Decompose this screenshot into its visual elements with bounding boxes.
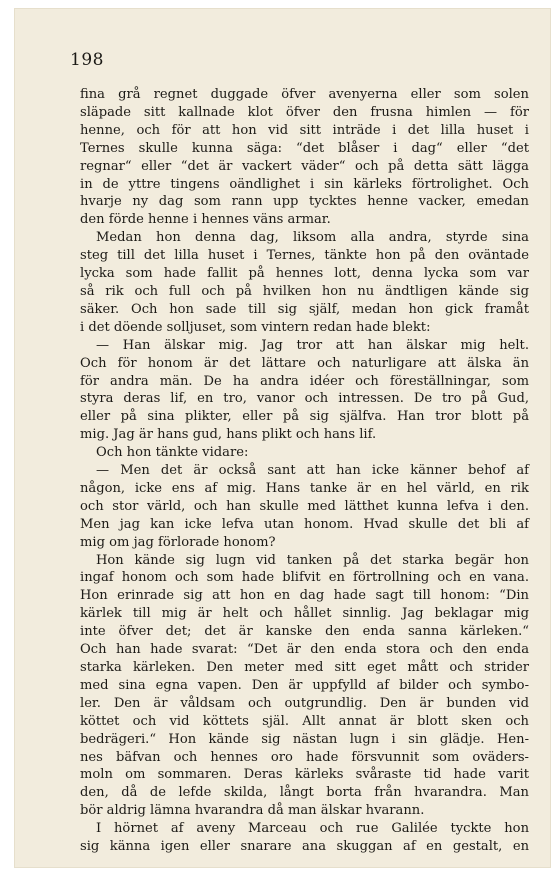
text-line: den förde henne i hennes väns armar. xyxy=(80,212,331,228)
text-line: regnar“ eller “det är vackert väder“ och på detta sätt lägga xyxy=(80,158,529,174)
body-text xyxy=(80,86,529,856)
book-page xyxy=(14,8,551,868)
page-number: 198 xyxy=(70,50,104,70)
text-line: Ternes skulle kunna säga: “det blåser i dag“ eller “det xyxy=(80,140,529,156)
text-line: ingaf honom och som hade blifvit en förtrollning och en vana. xyxy=(80,570,529,586)
text-line: kärlek till mig är helt och hållet sinnlig. Jag beklagar mig xyxy=(80,606,529,622)
text-line: mig. Jag är hans gud, hans plikt och hans lif. xyxy=(80,427,377,443)
text-line: för andra män. De ha andra idéer och föreställningar, som xyxy=(80,373,529,389)
text-line: inte öfver det; det är kanske den enda sanna kärleken.“ xyxy=(80,624,529,640)
text-line: och stor värld, och han skulle med lätthet kunna lefva i den. xyxy=(80,498,529,514)
text-line: mig om jag förlorade honom? xyxy=(80,534,276,550)
text-line: köttet och vid köttets själ. Allt annat är blott sken och xyxy=(80,713,529,729)
text-line: moln om sommaren. Deras kärleks svåraste tid hade varit xyxy=(80,767,529,783)
text-line: Hon kände sig lugn vid tanken på det starka begär hon xyxy=(96,552,529,568)
text-line: den, då de lefde skilda, långt borta från hvarandra. Man xyxy=(80,785,529,801)
text-line: någon, icke ens af mig. Hans tanke är en hel värld, en rik xyxy=(80,480,529,496)
text-line: — Han älskar mig. Jag tror att han älskar mig helt. xyxy=(96,337,529,353)
text-line: lycka som hade fallit på hennes lott, denna lycka som var xyxy=(80,266,529,282)
text-line: Men jag kan icke lefva utan honom. Hvad skulle det bli af xyxy=(80,516,529,532)
text-line: bedrägeri.“ Hon kände sig nästan lugn i sin glädje. Hen- xyxy=(80,731,529,747)
text-line: eller på sina plikter, eller på sig själfva. Han tror blott på xyxy=(80,409,529,425)
text-line: ler. Den är våldsam och outgrundlig. Den är bunden vid xyxy=(80,695,529,711)
text-line: Och för honom är det lättare och naturligare att älska än xyxy=(80,355,529,371)
text-line: Och hon tänkte vidare: xyxy=(96,445,249,461)
text-line: henne, och för att hon vid sitt inträde i det lilla huset i xyxy=(80,122,529,138)
text-line: starka kärleken. Den meter med sitt eget mått och strider xyxy=(80,660,529,675)
text-line: Hon erinrade sig att hon en dag hade sagt till honom: “Din xyxy=(80,588,529,604)
text-line: bör aldrig lämna hvarandra då man älskar hvarann. xyxy=(80,803,425,819)
text-line: släpade sitt kallnade klot öfver den frusna himlen — för xyxy=(80,104,529,120)
text-line: fina grå regnet duggade öfver avenyerna eller som solen xyxy=(80,87,529,102)
text-line: nes bäfvan och hennes oro hade försvunnit som oväders- xyxy=(80,749,529,765)
text-line: styra deras lif, en tro, vanor och intressen. De tro på Gud, xyxy=(80,391,529,407)
text-line: I hörnet af aveny Marceau och rue Galilée tyckte hon xyxy=(96,821,529,837)
text-line: så rik och full och på hvilken hon nu ändtligen kände sig xyxy=(80,283,529,299)
text-line: Medan hon denna dag, liksom alla andra, styrde sina xyxy=(96,230,529,246)
text-line: sig känna igen eller snarare ana skuggan af en gestalt, en xyxy=(80,839,529,855)
text-line: in de yttre tingens oändlighet i sin kärleks förtrolighet. Och xyxy=(80,176,529,192)
text-line: Och han hade svarat: “Det är den enda stora och den enda xyxy=(80,642,529,658)
text-line: i det döende solljuset, som vintern redan hade blekt: xyxy=(80,319,431,335)
text-line: hvarje ny dag som rann upp tycktes henne vacker, emedan xyxy=(80,194,529,210)
text-line: med sina egna vapen. Den är uppfylld af bilder och symbo- xyxy=(80,677,529,693)
text-line: säker. Och hon sade till sig själf, medan hon gick framåt xyxy=(80,301,529,317)
text-line: — Men det är också sant att han icke känner behof af xyxy=(96,463,529,479)
text-line: steg till det lilla huset i Ternes, tänkte hon på den oväntade xyxy=(80,248,529,264)
